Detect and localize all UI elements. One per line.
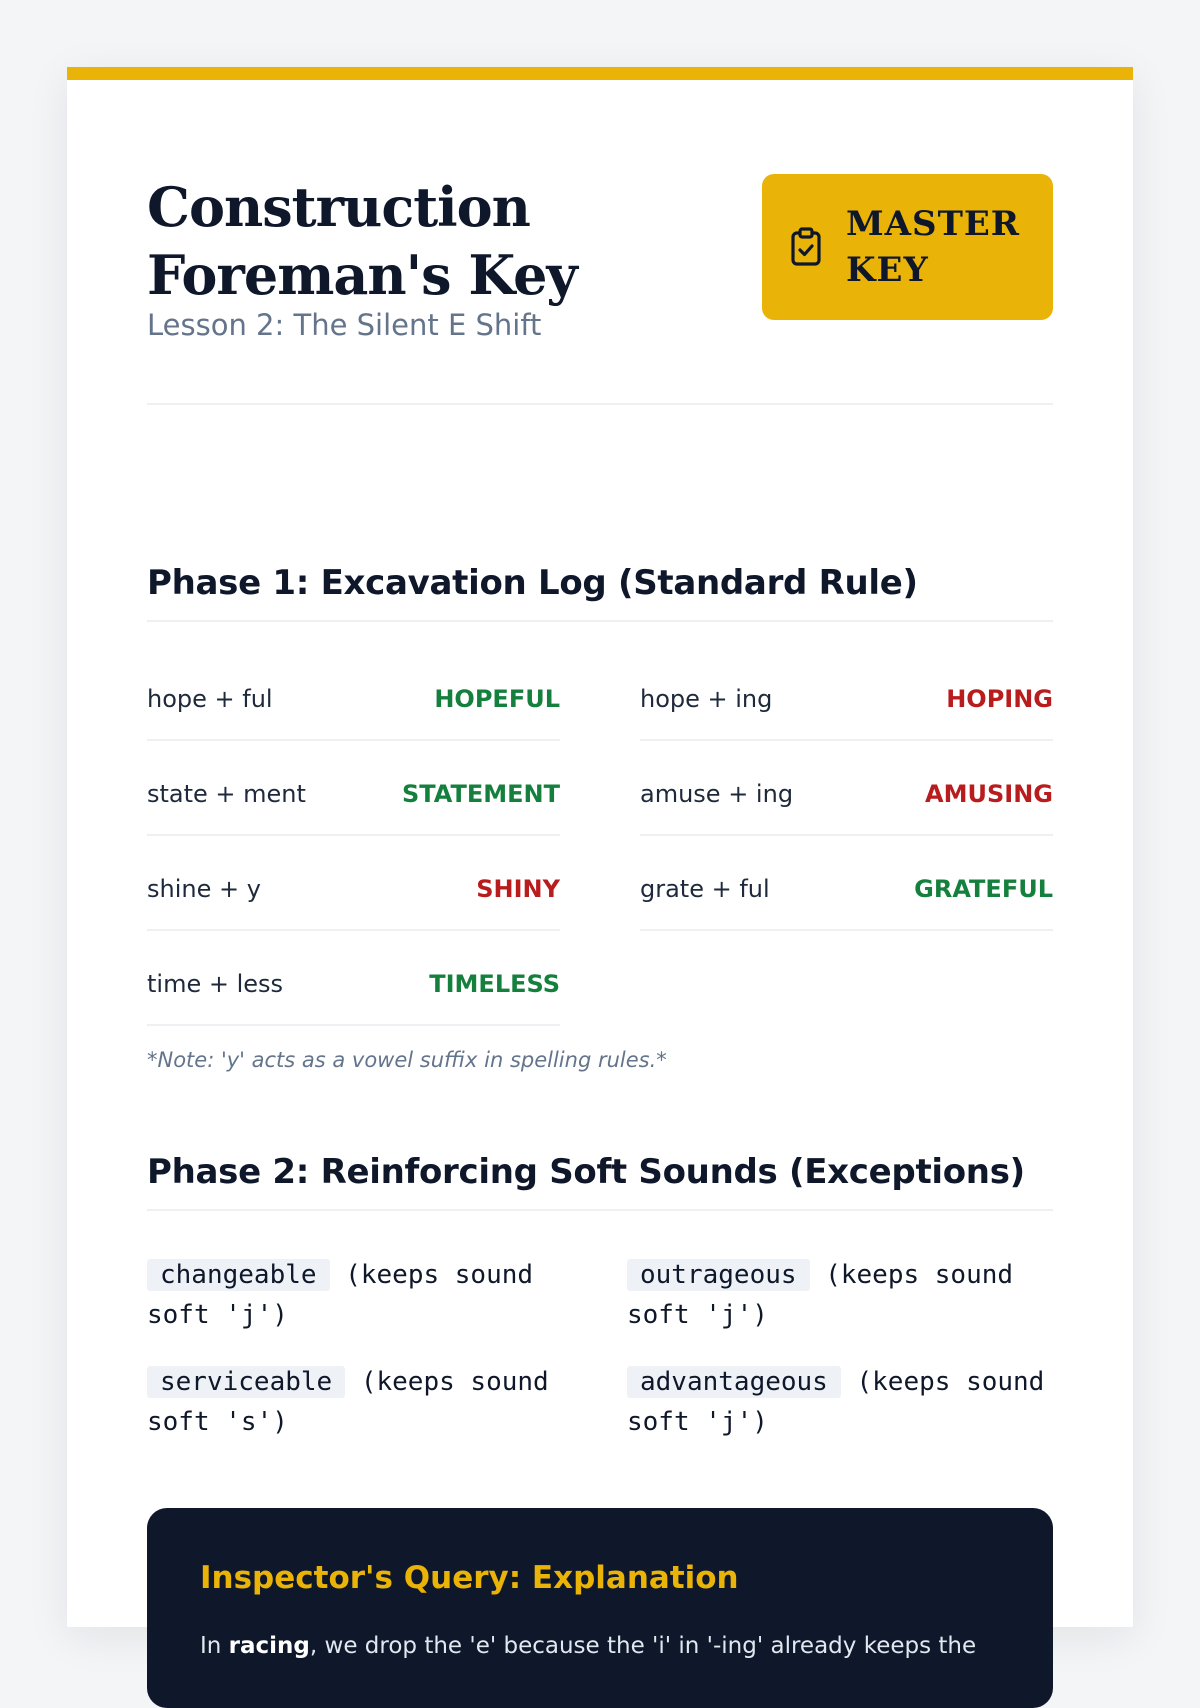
log-entry bbox=[640, 837, 1053, 931]
page-title bbox=[147, 173, 577, 309]
log-entry bbox=[640, 742, 1053, 836]
log-equation: state + ment bbox=[147, 780, 306, 808]
exception-explanation: (keeps sound soft 's') bbox=[147, 1367, 549, 1437]
exception-word: outrageous bbox=[627, 1259, 810, 1291]
lesson-subtitle: Lesson 2: The Silent E Shift bbox=[147, 308, 542, 342]
exception-item bbox=[147, 1362, 567, 1442]
log-entry bbox=[147, 647, 560, 741]
log-result: STATEMENT bbox=[401, 780, 560, 808]
phase-1-note: *Note: 'y' acts as a vowel suffix in spelling rules.* bbox=[147, 1048, 667, 1072]
log-result: AMUSING bbox=[925, 780, 1053, 808]
clipboard-check-icon bbox=[790, 227, 826, 267]
exception-explanation: (keeps sound soft 'j') bbox=[627, 1367, 1045, 1437]
exception-explanation: (keeps sound soft 'j') bbox=[627, 1260, 1014, 1330]
query-keyword: racing bbox=[228, 1633, 310, 1659]
answer-key-card bbox=[67, 67, 1133, 1659]
log-result: SHINY bbox=[476, 875, 560, 903]
title-line-2: Foreman's Key bbox=[147, 243, 577, 307]
log-equation: shine + y bbox=[147, 875, 261, 903]
card-content bbox=[147, 80, 1053, 1659]
exception-item bbox=[627, 1255, 1047, 1335]
log-equation: hope + ing bbox=[640, 685, 773, 713]
phase-2-title: Phase 2: Reinforcing Soft Sounds (Exceptions) bbox=[147, 1152, 1053, 1211]
inspector-query-panel bbox=[147, 1508, 1053, 1708]
master-key-line-1: MASTER bbox=[846, 204, 1021, 244]
exception-word: advantageous bbox=[627, 1366, 841, 1398]
log-equation: amuse + ing bbox=[640, 780, 794, 808]
log-result: GRATEFUL bbox=[914, 875, 1053, 903]
log-entry bbox=[640, 647, 1053, 741]
query-text bbox=[200, 1628, 1000, 1664]
exception-item bbox=[147, 1255, 567, 1335]
title-line-1: Construction bbox=[147, 175, 530, 239]
log-result: TIMELESS bbox=[429, 970, 560, 998]
phase-1-title: Phase 1: Excavation Log (Standard Rule) bbox=[147, 563, 1053, 622]
exception-item bbox=[627, 1362, 1047, 1442]
accent-bar bbox=[67, 67, 1133, 80]
query-text-intro: In bbox=[200, 1633, 229, 1659]
exception-explanation: (keeps sound soft 'j') bbox=[147, 1260, 534, 1330]
query-title: Inspector's Query: Explanation bbox=[200, 1560, 739, 1596]
log-entry bbox=[147, 837, 560, 931]
query-text-rest: , we drop the 'e' because the 'i' in '-ing' already keeps the bbox=[309, 1633, 977, 1659]
master-key-label bbox=[846, 201, 1021, 293]
master-key-button[interactable] bbox=[762, 174, 1053, 320]
log-entry bbox=[147, 932, 560, 1026]
log-result: HOPING bbox=[946, 685, 1053, 713]
log-result: HOPEFUL bbox=[434, 685, 560, 713]
exception-word: changeable bbox=[147, 1259, 330, 1291]
log-equation: grate + ful bbox=[640, 875, 770, 903]
log-equation: hope + ful bbox=[147, 685, 273, 713]
master-key-line-2: KEY bbox=[846, 250, 929, 290]
exception-word: serviceable bbox=[147, 1366, 345, 1398]
header bbox=[147, 80, 1053, 405]
log-entry bbox=[147, 742, 560, 836]
log-equation: time + less bbox=[147, 970, 284, 998]
